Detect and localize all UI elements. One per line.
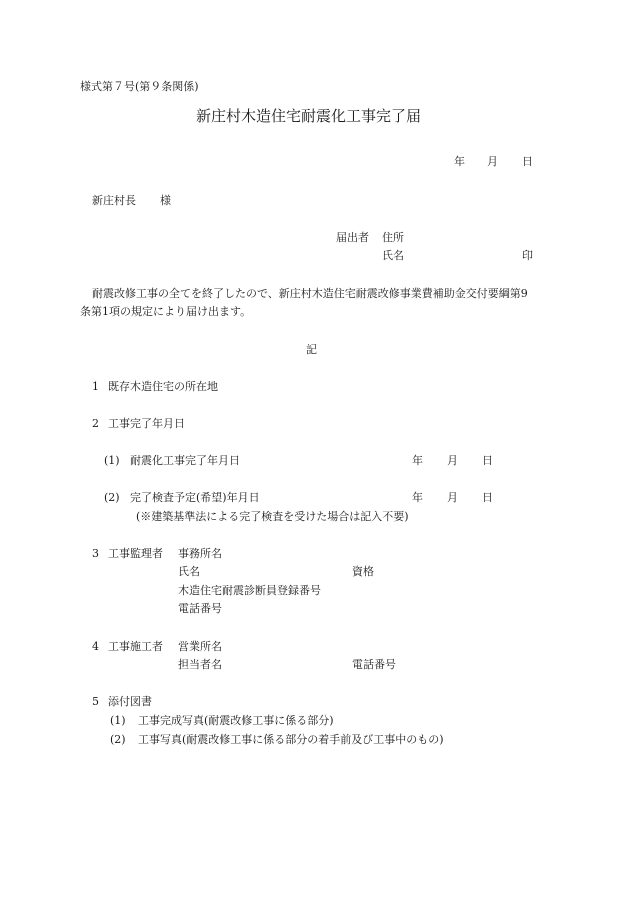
item2-sub1-num: (1) [104,454,120,467]
item2-sub1-day: 日 [482,454,493,467]
ki-heading: 記 [306,343,317,356]
applicant-address-label: 住所 [382,231,404,244]
item2-sub2-note: (※建築基準法による完了検査を受けた場合は記入不要) [136,510,409,523]
item4-business: 営業所名 [178,640,222,653]
body-line-2: 条第1項の規定により届け出ます。 [80,305,252,318]
item3-phone: 電話番号 [178,602,222,615]
form-title: 新庄村木造住宅耐震化工事完了届 [196,107,422,125]
addressee-name: 新庄村長 [92,194,136,207]
item1-label: 既存木造住宅の所在地 [108,380,218,393]
item2-sub1-month: 月 [447,454,458,467]
item5-doc1-label: 工事完成写真(耐震改修工事に係る部分) [138,714,334,727]
date-year: 年 [454,155,465,168]
item2-sub1-year: 年 [412,454,423,467]
item3-office: 事務所名 [178,547,222,560]
item5-doc1-num: (1) [110,714,126,727]
item2-sub1-label: 耐震化工事完了年月日 [130,454,240,467]
applicant-seal: 印 [522,249,533,262]
item4-num: 4 [92,640,99,653]
item2-label: 工事完了年月日 [108,417,185,430]
item4-phone: 電話番号 [352,658,396,671]
addressee-honorific: 様 [160,194,171,207]
item2-num: 2 [92,417,99,430]
item3-label: 工事監理者 [108,547,163,560]
item3-name: 氏名 [178,565,200,578]
item1-num: 1 [92,380,99,393]
item4-label: 工事施工者 [108,640,163,653]
item5-label: 添付図書 [108,695,152,708]
item2-sub2-year: 年 [412,491,423,504]
item2-sub2-month: 月 [447,491,458,504]
item3-num: 3 [92,547,99,560]
item5-doc2-label: 工事写真(耐震改修工事に係る部分の着手前及び工事中のもの) [138,733,444,746]
item5-num: 5 [92,695,99,708]
body-line-1: 耐震改修工事の全てを終了したので、新庄村木造住宅耐震改修事業費補助金交付要綱第9 [92,287,528,300]
date-day: 日 [522,155,533,168]
item3-diagnostician-no: 木造住宅耐震診断員登録番号 [178,584,321,597]
item2-sub2-label: 完了検査予定(希望)年月日 [130,491,260,504]
item2-sub2-num: (2) [104,491,120,504]
item4-person: 担当者名 [178,658,222,671]
applicant-label: 届出者 [336,231,369,244]
date-month: 月 [487,155,498,168]
item5-doc2-num: (2) [110,733,126,746]
item2-sub2-day: 日 [482,491,493,504]
item3-qualification: 資格 [352,565,374,578]
form-number: 様式第７号(第９条関係) [80,80,199,93]
applicant-name-label: 氏名 [382,249,404,262]
